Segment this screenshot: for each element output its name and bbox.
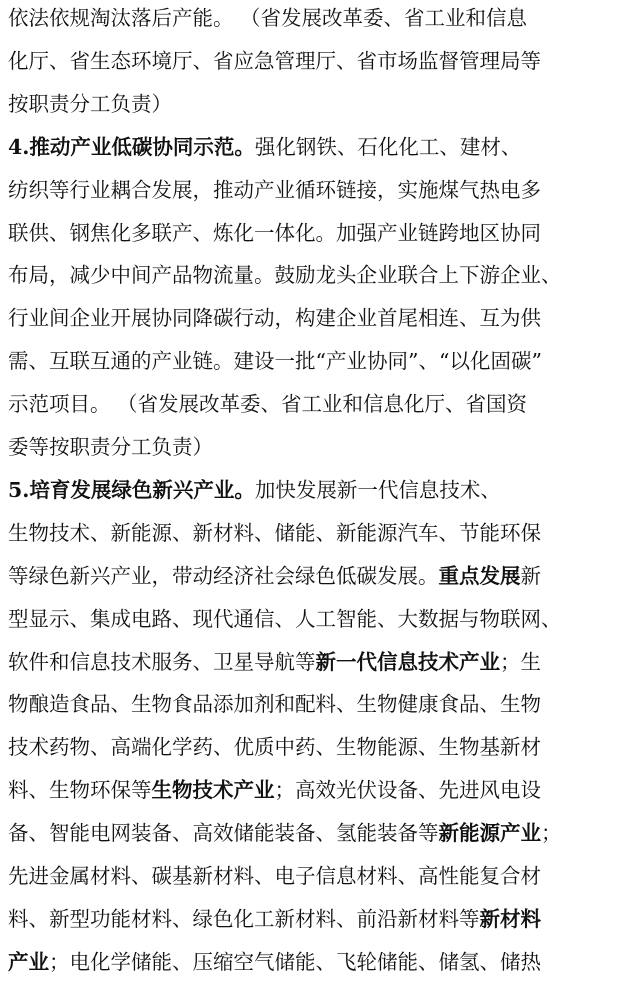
body-text: ；高效光伏设备、先进风电设: [274, 778, 541, 803]
body-text: 先进金属材料、碳基新材料、电子信息材料、高性能复合材: [8, 864, 541, 888]
text-line: [8, 298, 608, 338]
bold-heading-text: 4.推动产业低碳协同示范。: [8, 134, 255, 159]
text-line: [8, 599, 608, 639]
body-text: 委等按职责分工负责）: [8, 435, 213, 459]
text-line: [8, 770, 608, 810]
body-text: 物酿造食品、生物食品添加剂和配料、生物健康食品、生物: [8, 692, 541, 717]
bold-heading-text: 5.培育发展绿色新兴产业。: [8, 477, 255, 502]
body-text: 化厅、省生态环境厅、省应急管理厅、省市场监督管理局等: [8, 48, 541, 73]
bold-heading-text: 新能源产业: [438, 821, 541, 846]
text-line: [8, 84, 608, 124]
text-line: [8, 341, 608, 381]
text-line: [8, 856, 608, 896]
text-line: [8, 899, 608, 939]
text-line: [8, 0, 608, 38]
body-text: 等绿色新兴产业，带动经济社会绿色低碳发展。: [8, 563, 439, 588]
text-line: [8, 813, 608, 853]
body-text: ；电化学储能、压缩空气储能、飞轮储能、储氢、储热: [49, 949, 541, 974]
text-line: [8, 684, 608, 724]
body-text: 型显示、集成电路、现代通信、人工智能、大数据与物联网、: [8, 606, 562, 631]
text-line: [8, 556, 608, 596]
bold-heading-text: 生物技术产业: [151, 778, 275, 803]
body-text: 料、生物环保等: [8, 778, 152, 803]
bold-heading-text: 重点发展: [438, 563, 521, 588]
text-line: [8, 384, 608, 424]
text-line: [8, 513, 608, 553]
body-text: 技术药物、高端化学药、优质中药、生物能源、生物基新材: [8, 735, 541, 760]
body-text: 联供、钢焦化多联产、炼化一体化。加强产业链跨地区协同: [8, 220, 541, 245]
body-text: 按职责分工负责）: [8, 91, 172, 116]
text-line: [8, 41, 608, 81]
text-line: [8, 127, 608, 167]
text-line: [8, 727, 608, 767]
body-text: ；生: [500, 649, 541, 674]
text-line: [8, 170, 608, 210]
text-line: [8, 642, 608, 682]
body-text: 软件和信息技术服务、卫星导航等: [8, 649, 316, 674]
body-text: 新: [520, 563, 541, 588]
body-text: 布局，减少中间产品物流量。鼓励龙头企业联合上下游企业、: [8, 263, 562, 288]
body-text: 需、互联互通的产业链。建设一批“产业协同”、“以化固碳”: [8, 349, 542, 374]
bold-heading-text: 新一代信息技术产业: [315, 649, 500, 674]
text-line: [8, 427, 608, 467]
body-text: 行业间企业开展协同降碳行动，构建企业首尾相连、互为供: [8, 306, 541, 331]
bold-heading-text: 产业: [8, 949, 49, 974]
text-line: [8, 470, 608, 510]
text-line: [8, 213, 608, 253]
body-text: ；: [541, 821, 562, 846]
body-text: 纺织等行业耦合发展，推动产业循环链接，实施煤气热电多: [8, 177, 541, 202]
text-line: [8, 942, 608, 982]
body-text: 加快发展新一代信息技术、: [254, 477, 501, 502]
body-text: 生物技术、新能源、新材料、储能、新能源汽车、节能环保: [8, 520, 541, 545]
text-line: [8, 255, 608, 295]
body-text: 示范项目。 （省发展改革委、省工业和信息化厅、省国资: [8, 392, 528, 417]
body-text: 强化钢铁、石化化工、建材、: [254, 134, 522, 159]
body-text: 备、智能电网装备、高效储能装备、氢能装备等: [8, 821, 439, 846]
body-text: 依法依规淘汰落后产能。 （省发展改革委、省工业和信息: [8, 6, 528, 30]
body-text: 料、新型功能材料、绿色化工新材料、前沿新材料等: [8, 906, 480, 931]
bold-heading-text: 新材料: [479, 906, 541, 931]
